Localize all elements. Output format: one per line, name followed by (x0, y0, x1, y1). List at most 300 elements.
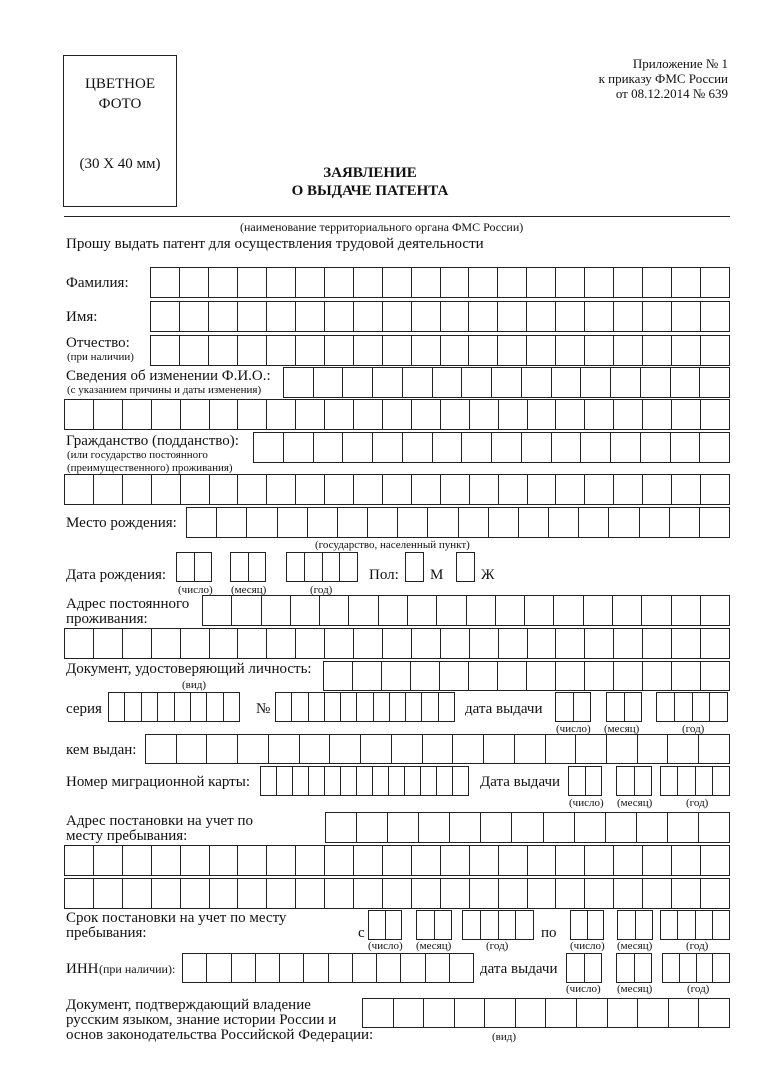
char-cell[interactable] (614, 268, 643, 297)
char-cell[interactable] (467, 596, 496, 625)
char-cell[interactable] (469, 336, 498, 365)
char-cell[interactable] (640, 508, 670, 537)
char-cell[interactable] (699, 999, 729, 1027)
char-cell[interactable] (672, 336, 701, 365)
char-cell[interactable] (320, 596, 349, 625)
char-cell[interactable] (450, 813, 481, 842)
char-cell[interactable] (369, 911, 386, 939)
char-cell[interactable] (499, 475, 528, 504)
char-cell[interactable] (373, 368, 403, 397)
char-cell[interactable] (231, 553, 249, 581)
char-cell[interactable] (158, 693, 174, 721)
char-cell[interactable] (405, 767, 421, 795)
char-cell[interactable] (296, 629, 325, 658)
char-cell[interactable] (238, 268, 267, 297)
char-cell[interactable] (151, 336, 180, 365)
char-cell[interactable] (528, 846, 557, 875)
char-cell[interactable] (180, 336, 209, 365)
char-cell[interactable] (657, 693, 675, 721)
char-cell[interactable] (470, 629, 499, 658)
inn-year-field[interactable] (662, 953, 730, 983)
char-cell[interactable] (383, 268, 412, 297)
char-cell[interactable] (191, 693, 207, 721)
char-cell[interactable] (123, 846, 152, 875)
char-cell[interactable] (462, 368, 492, 397)
char-cell[interactable] (637, 813, 668, 842)
char-cell[interactable] (585, 400, 614, 429)
char-cell[interactable] (343, 433, 373, 462)
char-cell[interactable] (527, 662, 556, 690)
char-cell[interactable] (617, 954, 635, 982)
char-cell[interactable] (672, 662, 701, 690)
doc-number-field[interactable] (275, 692, 455, 722)
id-doc-kind-field[interactable] (323, 661, 730, 691)
char-cell[interactable] (249, 553, 266, 581)
char-cell[interactable] (635, 767, 652, 795)
char-cell[interactable] (607, 693, 625, 721)
char-cell[interactable] (614, 302, 643, 331)
char-cell[interactable] (585, 475, 614, 504)
char-cell[interactable] (713, 911, 729, 939)
char-cell[interactable] (340, 553, 357, 581)
char-cell[interactable] (525, 596, 554, 625)
char-cell[interactable] (403, 433, 433, 462)
char-cell[interactable] (326, 813, 357, 842)
char-cell[interactable] (556, 302, 585, 331)
name-change-field[interactable] (283, 367, 730, 398)
char-cell[interactable] (643, 475, 672, 504)
char-cell[interactable] (267, 268, 296, 297)
char-cell[interactable] (512, 813, 543, 842)
char-cell[interactable] (309, 693, 325, 721)
surname-field[interactable] (150, 267, 730, 298)
char-cell[interactable] (672, 400, 701, 429)
char-cell[interactable] (383, 879, 412, 908)
char-cell[interactable] (437, 767, 453, 795)
char-cell[interactable] (699, 735, 729, 763)
char-cell[interactable] (611, 368, 641, 397)
char-cell[interactable] (238, 879, 267, 908)
char-cell[interactable] (262, 596, 291, 625)
char-cell[interactable] (296, 846, 325, 875)
char-cell[interactable] (363, 999, 394, 1027)
char-cell[interactable] (423, 735, 454, 763)
char-cell[interactable] (152, 846, 181, 875)
char-cell[interactable] (181, 475, 210, 504)
inn-field[interactable] (182, 953, 474, 983)
char-cell[interactable] (94, 846, 123, 875)
char-cell[interactable] (498, 336, 527, 365)
reg-to-year-field[interactable] (660, 910, 730, 940)
char-cell[interactable] (422, 693, 438, 721)
char-cell[interactable] (238, 629, 267, 658)
char-cell[interactable] (661, 911, 678, 939)
char-cell[interactable] (576, 735, 607, 763)
char-cell[interactable] (325, 767, 341, 795)
char-cell[interactable] (412, 629, 441, 658)
char-cell[interactable] (492, 368, 522, 397)
char-cell[interactable] (519, 508, 549, 537)
char-cell[interactable] (247, 508, 277, 537)
char-cell[interactable] (643, 336, 672, 365)
char-cell[interactable] (401, 954, 425, 982)
char-cell[interactable] (435, 911, 452, 939)
char-cell[interactable] (406, 553, 423, 581)
char-cell[interactable] (585, 662, 614, 690)
char-cell[interactable] (354, 400, 383, 429)
char-cell[interactable] (210, 846, 239, 875)
char-cell[interactable] (701, 662, 729, 690)
char-cell[interactable] (207, 954, 231, 982)
reg-address-field[interactable] (325, 812, 730, 843)
patronymic-field[interactable] (150, 335, 730, 366)
char-cell[interactable] (701, 596, 729, 625)
reg-from-month-field[interactable] (416, 910, 452, 940)
char-cell[interactable] (556, 662, 585, 690)
char-cell[interactable] (181, 400, 210, 429)
char-cell[interactable] (183, 954, 207, 982)
char-cell[interactable] (383, 475, 412, 504)
char-cell[interactable] (485, 999, 516, 1027)
char-cell[interactable] (177, 553, 195, 581)
char-cell[interactable] (374, 693, 390, 721)
char-cell[interactable] (546, 999, 577, 1027)
char-cell[interactable] (441, 336, 470, 365)
char-cell[interactable] (151, 302, 180, 331)
char-cell[interactable] (581, 368, 611, 397)
series-field[interactable] (108, 692, 240, 722)
char-cell[interactable] (437, 596, 466, 625)
char-cell[interactable] (638, 999, 669, 1027)
char-cell[interactable] (498, 268, 527, 297)
char-cell[interactable] (278, 508, 308, 537)
char-cell[interactable] (672, 846, 701, 875)
char-cell[interactable] (552, 368, 582, 397)
char-cell[interactable] (556, 400, 585, 429)
char-cell[interactable] (713, 954, 729, 982)
char-cell[interactable] (291, 596, 320, 625)
char-cell[interactable] (325, 846, 354, 875)
char-cell[interactable] (217, 508, 247, 537)
char-cell[interactable] (556, 268, 585, 297)
char-cell[interactable] (527, 302, 556, 331)
char-cell[interactable] (567, 954, 585, 982)
char-cell[interactable] (469, 268, 498, 297)
char-cell[interactable] (123, 400, 152, 429)
char-cell[interactable] (459, 508, 489, 537)
char-cell[interactable] (146, 735, 177, 763)
char-cell[interactable] (441, 268, 470, 297)
char-cell[interactable] (585, 846, 614, 875)
char-cell[interactable] (152, 879, 181, 908)
char-cell[interactable] (700, 368, 729, 397)
char-cell[interactable] (386, 911, 402, 939)
char-cell[interactable] (611, 433, 641, 462)
char-cell[interactable] (383, 336, 412, 365)
char-cell[interactable] (394, 999, 425, 1027)
char-cell[interactable] (181, 846, 210, 875)
char-cell[interactable] (388, 813, 419, 842)
issue-year-field[interactable] (656, 692, 728, 722)
char-cell[interactable] (314, 433, 344, 462)
char-cell[interactable] (267, 879, 296, 908)
char-cell[interactable] (412, 475, 441, 504)
char-cell[interactable] (496, 596, 525, 625)
char-cell[interactable] (203, 596, 232, 625)
char-cell[interactable] (701, 846, 729, 875)
char-cell[interactable] (296, 336, 325, 365)
char-cell[interactable] (680, 954, 697, 982)
char-cell[interactable] (65, 846, 94, 875)
char-cell[interactable] (614, 662, 643, 690)
char-cell[interactable] (383, 846, 412, 875)
char-cell[interactable] (635, 954, 652, 982)
char-cell[interactable] (261, 767, 277, 795)
char-cell[interactable] (412, 400, 441, 429)
char-cell[interactable] (462, 433, 492, 462)
char-cell[interactable] (614, 475, 643, 504)
migration-month-field[interactable] (616, 766, 652, 796)
char-cell[interactable] (267, 336, 296, 365)
char-cell[interactable] (516, 911, 533, 939)
char-cell[interactable] (701, 879, 729, 908)
char-cell[interactable] (210, 475, 239, 504)
sex-male-checkbox[interactable] (405, 552, 424, 582)
char-cell[interactable] (636, 911, 653, 939)
char-cell[interactable] (701, 302, 729, 331)
char-cell[interactable] (341, 767, 357, 795)
char-cell[interactable] (546, 735, 577, 763)
char-cell[interactable] (613, 596, 642, 625)
char-cell[interactable] (643, 879, 672, 908)
char-cell[interactable] (426, 954, 450, 982)
char-cell[interactable] (713, 767, 729, 795)
char-cell[interactable] (701, 400, 729, 429)
char-cell[interactable] (267, 302, 296, 331)
char-cell[interactable] (701, 629, 729, 658)
char-cell[interactable] (209, 302, 238, 331)
char-cell[interactable] (516, 999, 547, 1027)
birth-year-field[interactable] (286, 552, 358, 582)
char-cell[interactable] (152, 629, 181, 658)
char-cell[interactable] (492, 433, 522, 462)
char-cell[interactable] (357, 693, 373, 721)
char-cell[interactable] (489, 508, 519, 537)
char-cell[interactable] (556, 475, 585, 504)
char-cell[interactable] (411, 662, 440, 690)
char-cell[interactable] (382, 662, 411, 690)
char-cell[interactable] (643, 268, 672, 297)
char-cell[interactable] (672, 879, 701, 908)
char-cell[interactable] (94, 879, 123, 908)
name-change-field-2[interactable] (64, 399, 730, 430)
char-cell[interactable] (304, 954, 328, 982)
char-cell[interactable] (353, 662, 382, 690)
char-cell[interactable] (671, 433, 701, 462)
char-cell[interactable] (499, 911, 517, 939)
char-cell[interactable] (470, 879, 499, 908)
char-cell[interactable] (585, 302, 614, 331)
char-cell[interactable] (678, 911, 695, 939)
char-cell[interactable] (209, 268, 238, 297)
char-cell[interactable] (607, 735, 638, 763)
char-cell[interactable] (453, 735, 484, 763)
char-cell[interactable] (325, 693, 341, 721)
char-cell[interactable] (585, 879, 614, 908)
char-cell[interactable] (455, 999, 486, 1027)
char-cell[interactable] (515, 735, 546, 763)
char-cell[interactable] (696, 911, 713, 939)
char-cell[interactable] (373, 767, 389, 795)
char-cell[interactable] (614, 400, 643, 429)
char-cell[interactable] (392, 735, 423, 763)
char-cell[interactable] (354, 336, 383, 365)
reg-from-year-field[interactable] (462, 910, 534, 940)
char-cell[interactable] (588, 911, 604, 939)
char-cell[interactable] (643, 846, 672, 875)
char-cell[interactable] (549, 508, 579, 537)
char-cell[interactable] (450, 954, 473, 982)
char-cell[interactable] (323, 553, 341, 581)
char-cell[interactable] (368, 508, 398, 537)
char-cell[interactable] (305, 553, 323, 581)
char-cell[interactable] (296, 268, 325, 297)
char-cell[interactable] (678, 767, 695, 795)
char-cell[interactable] (643, 629, 672, 658)
char-cell[interactable] (210, 879, 239, 908)
char-cell[interactable] (661, 767, 678, 795)
lang-doc-kind-field[interactable] (362, 998, 730, 1028)
char-cell[interactable] (614, 879, 643, 908)
char-cell[interactable] (528, 629, 557, 658)
char-cell[interactable] (238, 846, 267, 875)
char-cell[interactable] (701, 336, 729, 365)
char-cell[interactable] (441, 846, 470, 875)
migration-year-field[interactable] (660, 766, 730, 796)
char-cell[interactable] (457, 553, 474, 581)
char-cell[interactable] (187, 508, 217, 537)
char-cell[interactable] (195, 553, 212, 581)
char-cell[interactable] (152, 475, 181, 504)
char-cell[interactable] (284, 433, 314, 462)
char-cell[interactable] (701, 268, 729, 297)
char-cell[interactable] (123, 475, 152, 504)
char-cell[interactable] (210, 629, 239, 658)
migration-card-field[interactable] (260, 766, 469, 796)
char-cell[interactable] (142, 693, 158, 721)
char-cell[interactable] (238, 302, 267, 331)
address-field[interactable] (202, 595, 730, 626)
char-cell[interactable] (586, 767, 602, 795)
char-cell[interactable] (177, 735, 208, 763)
char-cell[interactable] (571, 911, 588, 939)
char-cell[interactable] (668, 735, 699, 763)
char-cell[interactable] (296, 879, 325, 908)
issue-day-field[interactable] (555, 692, 591, 722)
char-cell[interactable] (697, 954, 714, 982)
char-cell[interactable] (412, 336, 441, 365)
char-cell[interactable] (528, 879, 557, 908)
char-cell[interactable] (296, 400, 325, 429)
char-cell[interactable] (428, 508, 458, 537)
char-cell[interactable] (379, 596, 408, 625)
char-cell[interactable] (338, 508, 368, 537)
char-cell[interactable] (625, 693, 642, 721)
char-cell[interactable] (207, 735, 238, 763)
char-cell[interactable] (441, 879, 470, 908)
char-cell[interactable] (579, 508, 609, 537)
inn-month-field[interactable] (616, 953, 652, 983)
char-cell[interactable] (300, 735, 331, 763)
char-cell[interactable] (638, 735, 669, 763)
char-cell[interactable] (481, 911, 499, 939)
char-cell[interactable] (618, 911, 636, 939)
char-cell[interactable] (470, 400, 499, 429)
char-cell[interactable] (123, 629, 152, 658)
char-cell[interactable] (699, 813, 729, 842)
char-cell[interactable] (324, 662, 353, 690)
char-cell[interactable] (343, 368, 373, 397)
char-cell[interactable] (569, 767, 586, 795)
char-cell[interactable] (556, 879, 585, 908)
char-cell[interactable] (643, 400, 672, 429)
inn-day-field[interactable] (566, 953, 602, 983)
char-cell[interactable] (238, 400, 267, 429)
char-cell[interactable] (544, 813, 575, 842)
reg-from-day-field[interactable] (368, 910, 402, 940)
char-cell[interactable] (672, 302, 701, 331)
migration-day-field[interactable] (568, 766, 602, 796)
char-cell[interactable] (151, 268, 180, 297)
char-cell[interactable] (125, 693, 141, 721)
char-cell[interactable] (238, 735, 269, 763)
char-cell[interactable] (469, 662, 498, 690)
char-cell[interactable] (574, 693, 591, 721)
char-cell[interactable] (349, 596, 378, 625)
char-cell[interactable] (280, 954, 304, 982)
char-cell[interactable] (209, 336, 238, 365)
char-cell[interactable] (671, 368, 701, 397)
char-cell[interactable] (412, 879, 441, 908)
char-cell[interactable] (94, 629, 123, 658)
char-cell[interactable] (675, 693, 693, 721)
char-cell[interactable] (224, 693, 239, 721)
char-cell[interactable] (277, 767, 293, 795)
char-cell[interactable] (210, 400, 239, 429)
char-cell[interactable] (700, 508, 729, 537)
authority-line[interactable] (64, 216, 730, 217)
char-cell[interactable] (608, 999, 639, 1027)
char-cell[interactable] (267, 846, 296, 875)
char-cell[interactable] (441, 475, 470, 504)
char-cell[interactable] (581, 433, 611, 462)
char-cell[interactable] (643, 302, 672, 331)
char-cell[interactable] (293, 767, 309, 795)
birth-month-field[interactable] (230, 552, 266, 582)
char-cell[interactable] (556, 336, 585, 365)
char-cell[interactable] (642, 596, 671, 625)
char-cell[interactable] (481, 813, 512, 842)
char-cell[interactable] (254, 433, 284, 462)
char-cell[interactable] (406, 693, 422, 721)
char-cell[interactable] (641, 368, 671, 397)
char-cell[interactable] (669, 999, 700, 1027)
char-cell[interactable] (528, 475, 557, 504)
char-cell[interactable] (325, 879, 354, 908)
char-cell[interactable] (498, 302, 527, 331)
char-cell[interactable] (325, 400, 354, 429)
char-cell[interactable] (180, 302, 209, 331)
